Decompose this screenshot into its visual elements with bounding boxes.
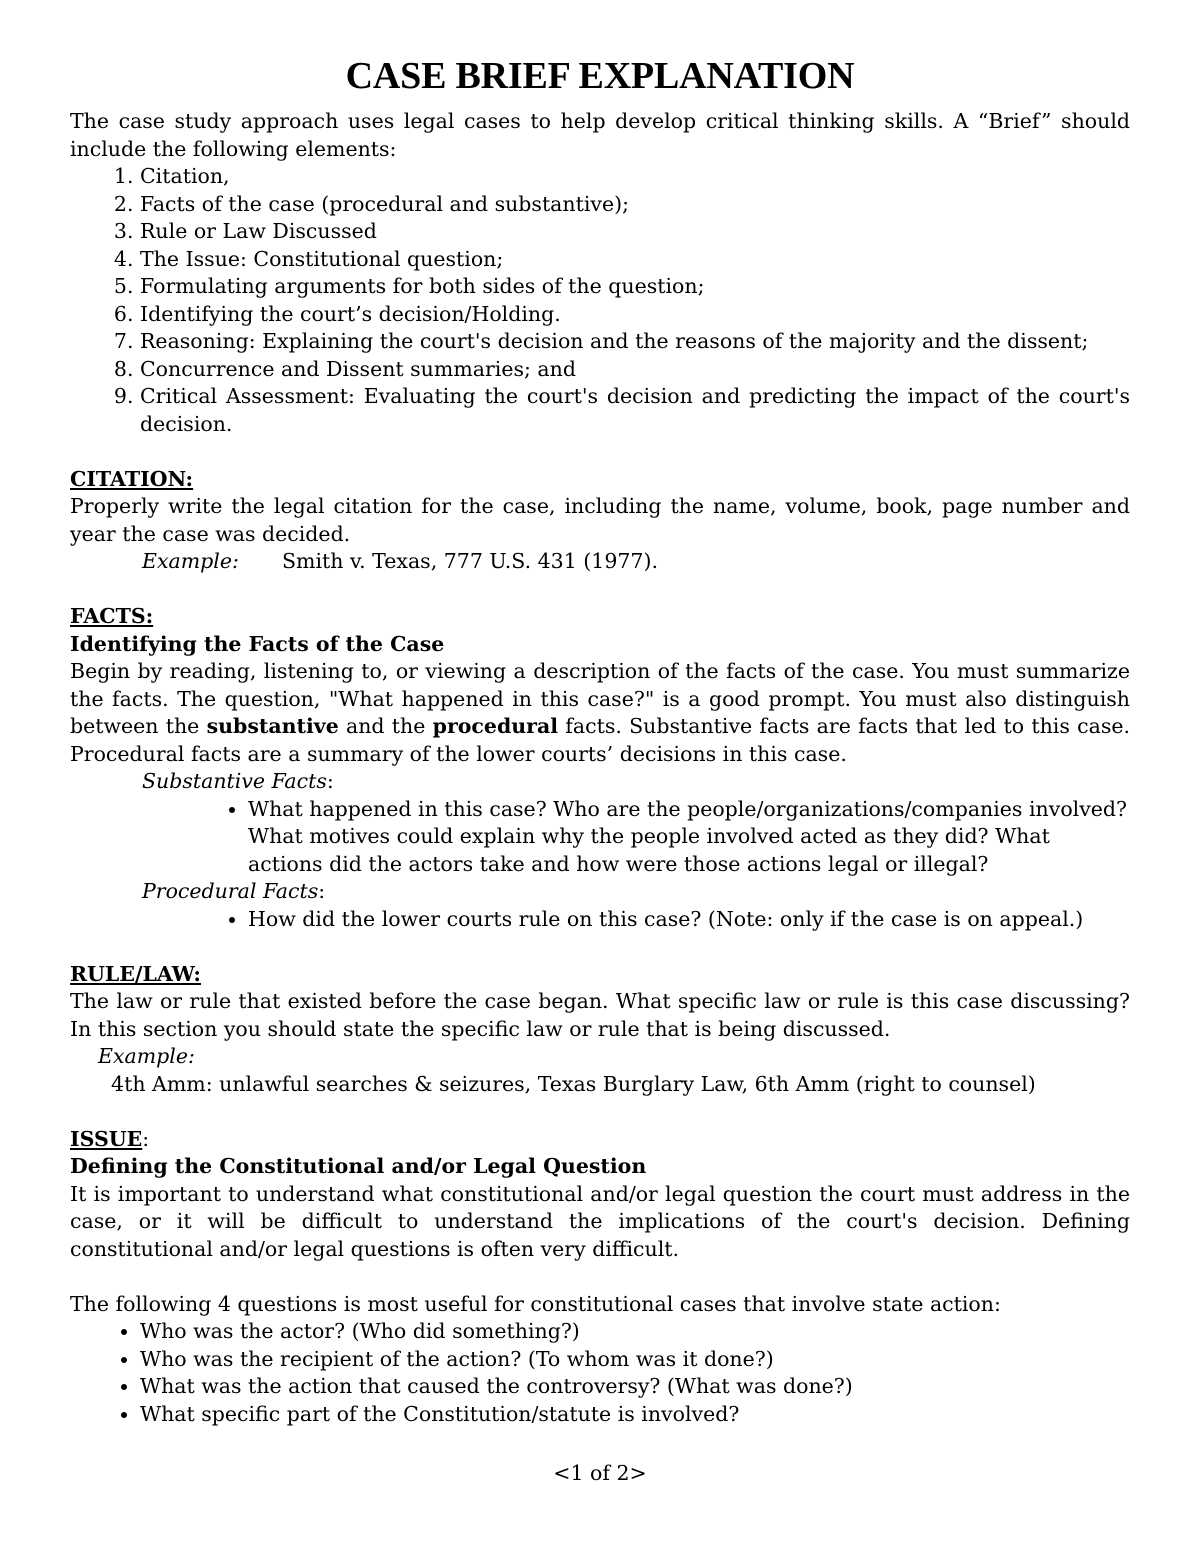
list-item: 8. Concurrence and Dissent summaries; and bbox=[140, 356, 1130, 384]
citation-body: Properly write the legal citation for the case, including the name, volume, book, page number and year the case was decided. bbox=[70, 494, 1130, 546]
list-item: 9. Critical Assessment: Evaluating the court's decision and predicting the impact of the court's decision. bbox=[140, 383, 1130, 438]
questions-intro: The following 4 questions is most useful for constitutional cases that involve state action: bbox=[70, 1291, 1001, 1316]
issue-heading: ISSUE: bbox=[70, 1126, 150, 1151]
rule-heading: RULE/LAW: bbox=[70, 961, 201, 986]
example-text: Smith v. Texas, 777 U.S. 431 (1977). bbox=[282, 549, 658, 573]
list-item: 3. Rule or Law Discussed bbox=[140, 218, 1130, 246]
intro-paragraph: The case study approach uses legal cases to help develop critical thinking skills. A “Brief” should include the following elements: bbox=[70, 109, 1130, 161]
page-title: CASE BRIEF EXPLANATION bbox=[345, 55, 855, 97]
list-item: • Who was the actor? (Who did something?) bbox=[140, 1318, 1130, 1346]
facts-heading: FACTS: bbox=[70, 604, 154, 628]
list-item: 4. The Issue: Constitutional question; bbox=[140, 246, 1130, 274]
example-label: Example: bbox=[98, 1044, 195, 1068]
list-item: 5. Formulating arguments for both sides of the question; bbox=[140, 273, 1130, 301]
elements-list bbox=[70, 163, 1130, 438]
questions-list bbox=[70, 1318, 1130, 1428]
list-item: • What specific part of the Constitution/statute is involved? bbox=[140, 1401, 1130, 1429]
document-page bbox=[70, 52, 1130, 1428]
substantive-facts-label: Substantive Facts: bbox=[142, 769, 334, 793]
example-text: 4th Amm: unlawful searches & seizures, Texas Burglary Law, 6th Amm (right to counsel) bbox=[98, 1071, 1036, 1096]
list-item: • Who was the recipient of the action? (To whom was it done?) bbox=[140, 1346, 1130, 1374]
list-item: 6. Identifying the court’s decision/Holding. bbox=[140, 301, 1130, 329]
substantive-facts-list bbox=[70, 796, 1130, 879]
citation-heading: CITATION: bbox=[70, 466, 194, 491]
facts-body: Begin by reading, listening to, or viewing a description of the facts of the case. You must summarize the facts. The question, "What happened in this case?" is a good prompt. You must also distinguish between the substantive and the procedural facts. Substantive facts are facts that led to this case. Procedural facts are a summary of the lower courts’ decisions in this case. bbox=[70, 659, 1130, 766]
procedural-facts-label: Procedural Facts: bbox=[142, 879, 326, 903]
list-item: 1. Citation, bbox=[140, 163, 1130, 191]
issue-subheading: Defining the Constitutional and/or Legal Question bbox=[70, 1154, 647, 1178]
issue-body: It is important to understand what constitutional and/or legal question the court must address in the case, or it will be difficult to understand the implications of the court's decision. Defining constitutional and/or legal questions is often very difficult. bbox=[70, 1181, 1130, 1261]
list-item: 2. Facts of the case (procedural and substantive); bbox=[140, 191, 1130, 219]
rule-example bbox=[70, 1043, 1130, 1098]
substantive-bold: substantive bbox=[206, 714, 339, 738]
procedural-facts-list bbox=[70, 906, 1130, 934]
page-number: <1 of 2> bbox=[553, 1461, 647, 1485]
procedural-bold: procedural bbox=[432, 714, 559, 738]
facts-subheading: Identifying the Facts of the Case bbox=[70, 631, 445, 656]
example-label: Example: bbox=[142, 549, 239, 573]
list-item: • What was the action that caused the controversy? (What was done?) bbox=[140, 1373, 1130, 1401]
list-item: • What happened in this case? Who are the people/organizations/companies involved? What motives could explain why the people involved acted as they did? What actions did the actors take and how were those actions legal or illegal? bbox=[248, 796, 1130, 879]
list-item: 7. Reasoning: Explaining the court's decision and the reasons of the majority and the dissent; bbox=[140, 328, 1130, 356]
rule-body: The law or rule that existed before the case began. What specific law or rule is this case discussing? In this section you should state the specific law or rule that is being discussed. bbox=[70, 989, 1130, 1041]
list-item: • How did the lower courts rule on this case? (Note: only if the case is on appeal.) bbox=[248, 906, 1130, 934]
citation-example bbox=[70, 548, 1130, 576]
